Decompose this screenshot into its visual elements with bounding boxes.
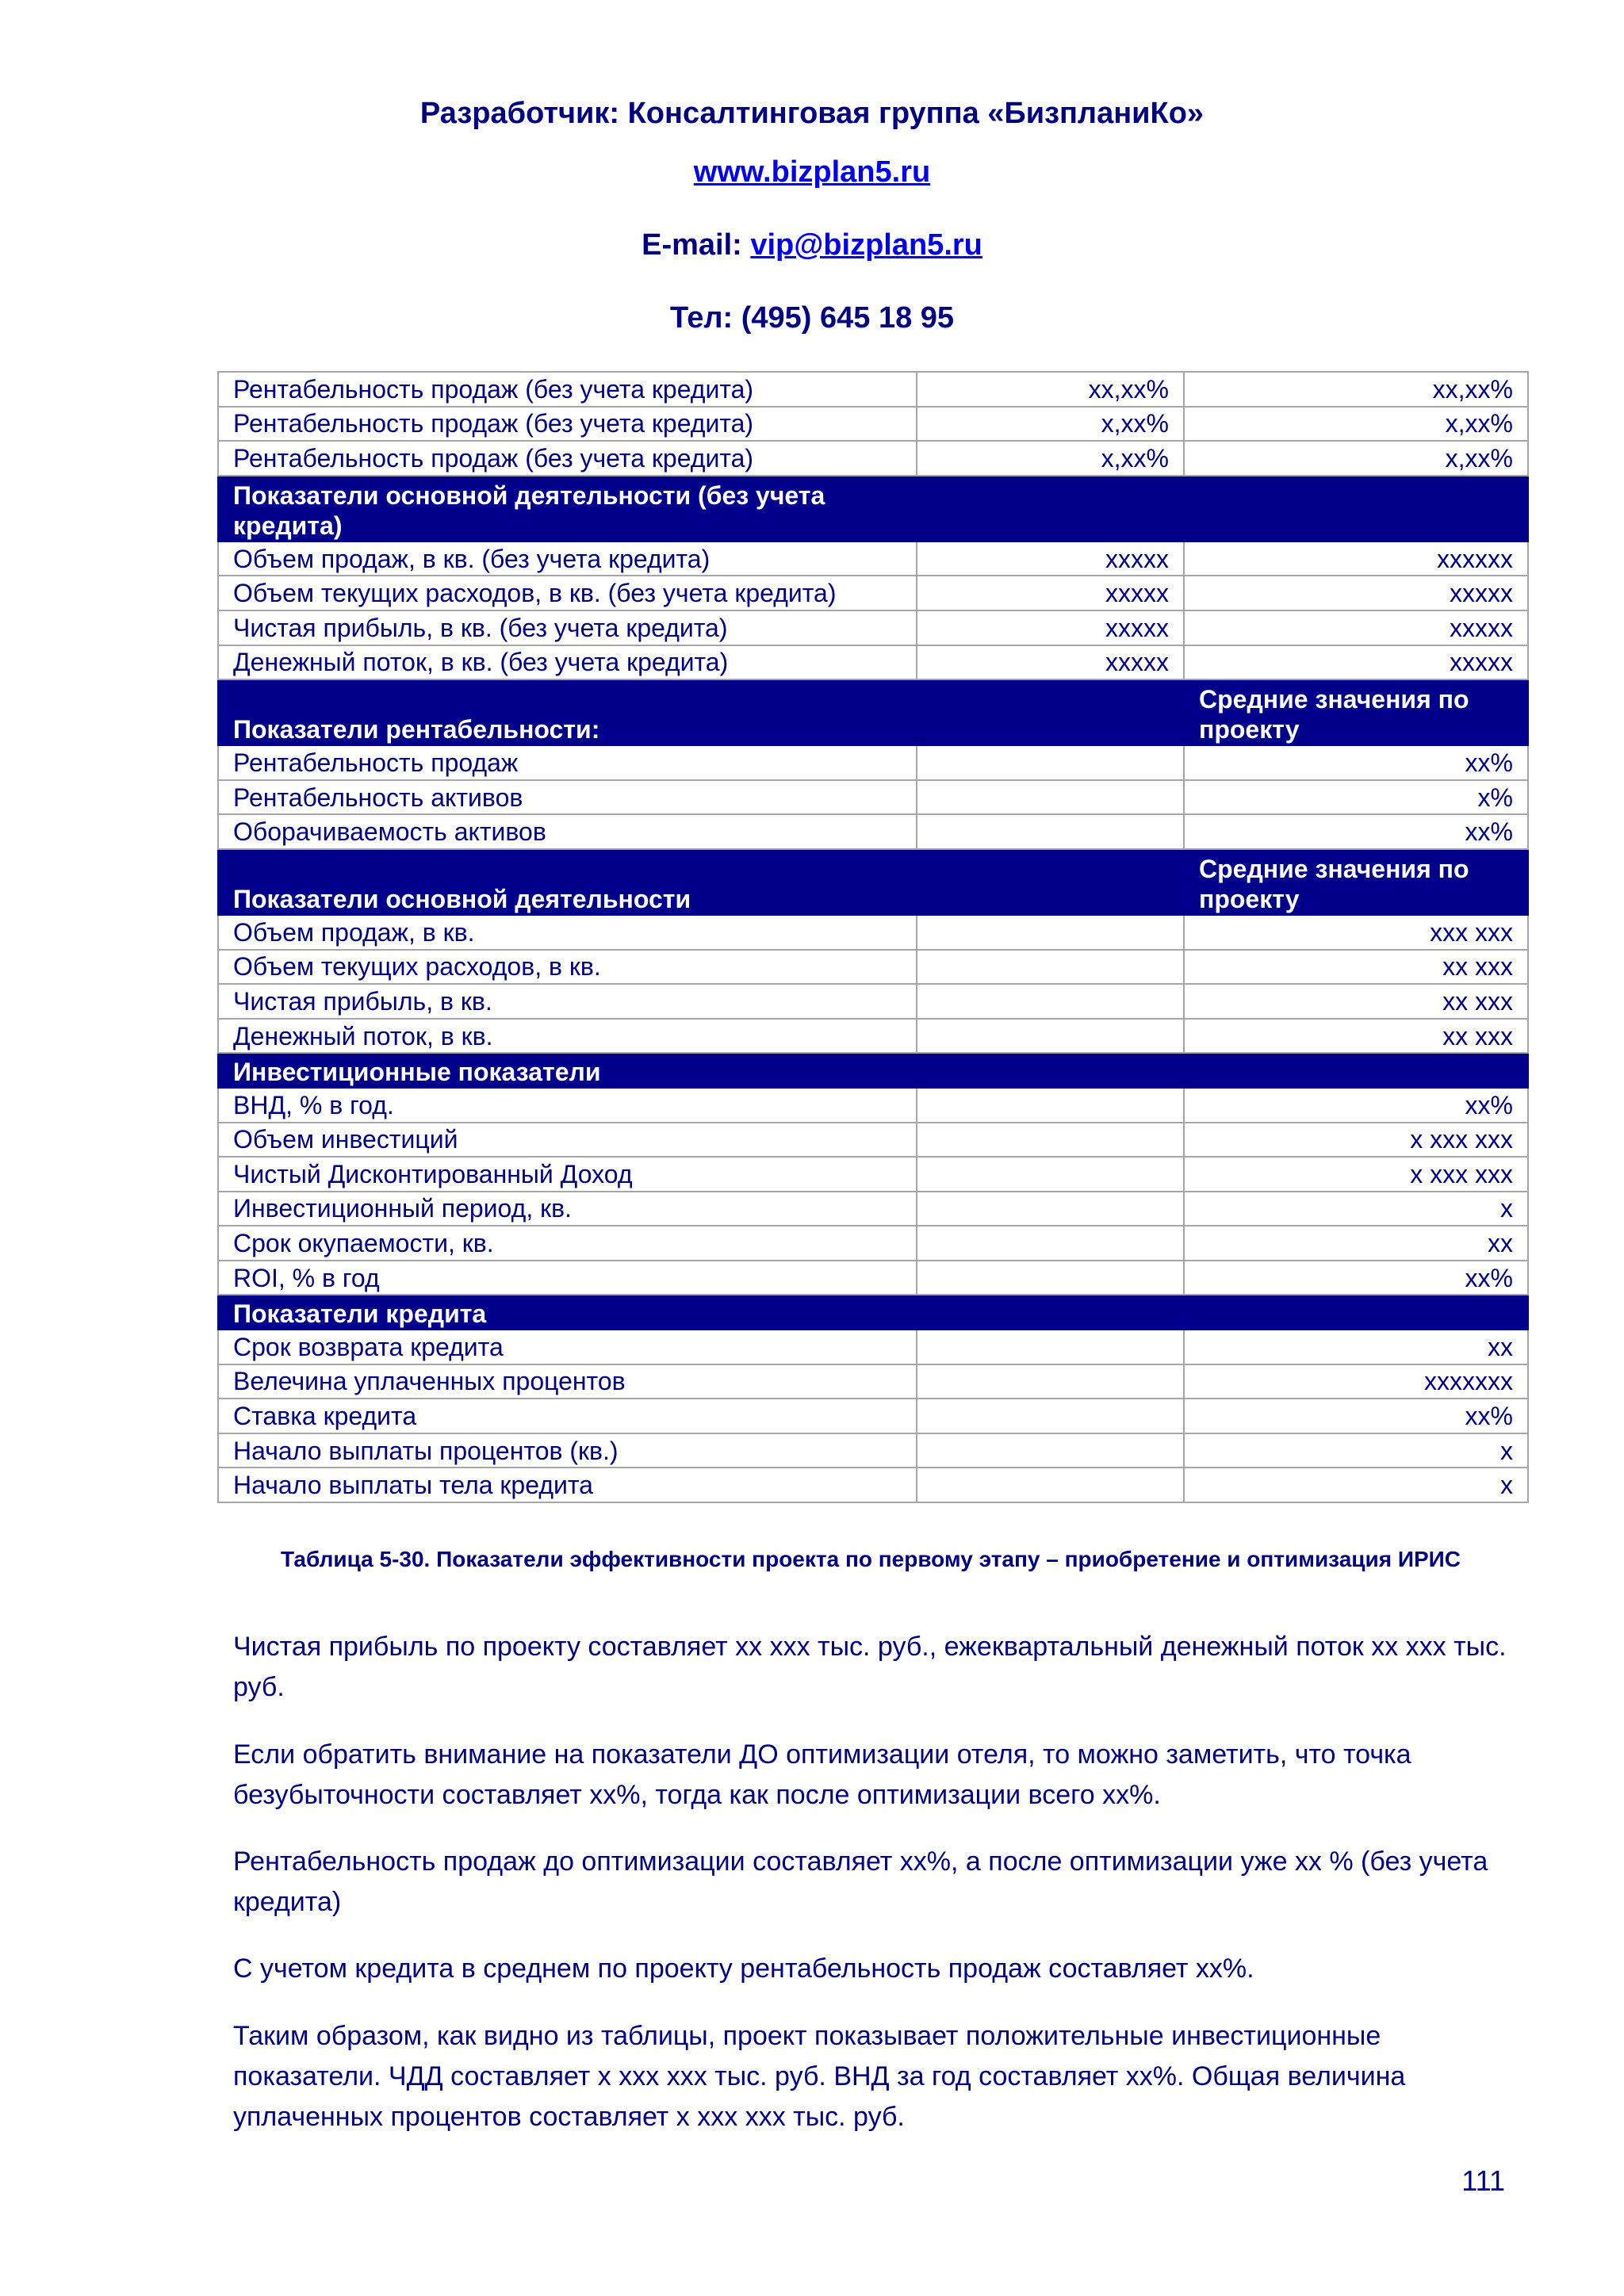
table-row [218, 915, 1528, 950]
row-label: Показатели рентабельности: [218, 679, 917, 745]
row-value-project: ххххххх [1184, 1364, 1528, 1399]
email-line [0, 228, 1624, 262]
row-value-project: х,хх% [1184, 441, 1528, 476]
row-value-project: хх% [1184, 1088, 1528, 1123]
row-value-project: Средние значения по проекту [1184, 849, 1528, 915]
row-label: Денежный поток, в кв. [218, 1019, 917, 1054]
row-label: Срок окупаемости, кв. [218, 1226, 917, 1261]
row-value-stage [917, 1468, 1184, 1502]
table-section-header [218, 1295, 1528, 1330]
row-value-stage: ххххх [917, 610, 1184, 645]
table-row [218, 1157, 1528, 1192]
table-row [218, 1226, 1528, 1261]
row-value-stage [917, 1399, 1184, 1433]
row-label: Показатели кредита [218, 1295, 917, 1330]
row-value-stage [917, 1433, 1184, 1468]
row-value-stage [917, 476, 1184, 541]
row-label: Срок возврата кредита [218, 1330, 917, 1364]
row-value-stage: хх,хх% [917, 372, 1184, 407]
table-section-header [218, 1053, 1528, 1088]
page-number: 111 [1461, 2164, 1505, 2197]
row-label: Рентабельность активов [218, 780, 917, 815]
website-line [0, 155, 1624, 189]
row-label: Чистая прибыль, в кв. (без учета кредита) [218, 610, 917, 645]
efficiency-table [217, 371, 1529, 1503]
table-row [218, 984, 1528, 1019]
row-label: Велечина уплаченных процентов [218, 1364, 917, 1399]
row-label: ROI, % в год [218, 1261, 917, 1295]
row-value-project: ххххх [1184, 610, 1528, 645]
row-label: Ставка кредита [218, 1399, 917, 1433]
row-value-project: х% [1184, 780, 1528, 815]
table-row [218, 645, 1528, 680]
row-value-stage [917, 849, 1184, 915]
row-label: Оборачиваемость активов [218, 814, 917, 849]
table-row [218, 1123, 1528, 1158]
paragraph-break-even: Если обратить внимание на показатели ДО оптимизации отеля, то можно заметить, что точка безубыточности составляет хх%, тогда как после оптимизации всего хх%. [233, 1739, 1411, 1810]
row-value-stage [917, 1088, 1184, 1123]
table-row [218, 1330, 1528, 1364]
row-value-stage [917, 780, 1184, 815]
row-value-stage: х,хх% [917, 441, 1184, 476]
table-row [218, 1468, 1528, 1502]
row-value-project: хх,хх% [1184, 372, 1528, 407]
table-row [218, 372, 1528, 407]
row-label: Объем продаж, в кв. (без учета кредита) [218, 541, 917, 576]
row-value-project: хх% [1184, 1261, 1528, 1295]
row-value-project: ххххх [1184, 576, 1528, 610]
row-value-stage [917, 1019, 1184, 1054]
row-value-stage [917, 814, 1184, 849]
row-value-project: хх [1184, 1330, 1528, 1364]
row-label: Инвестиционный период, кв. [218, 1192, 917, 1226]
developer-heading: Разработчик: Консалтинговая группа «БизпланиКо» [419, 97, 1205, 130]
row-label: Денежный поток, в кв. (без учета кредита) [218, 645, 917, 680]
table-caption: Таблица 5-30. Показатели эффективности проекта по первому этапу – приобретение и оптимизация ИРИС [281, 1547, 1461, 1571]
row-label: Объем текущих расходов, в кв. (без учета кредита) [218, 576, 917, 610]
row-value-project [1184, 476, 1528, 541]
table-row [218, 1088, 1528, 1123]
table-row [218, 1364, 1528, 1399]
row-value-project: хх [1184, 1226, 1528, 1261]
table-row [218, 1433, 1528, 1468]
row-label: Рентабельность продаж (без учета кредита) [218, 372, 917, 407]
efficiency-table-body [218, 372, 1528, 1502]
table-row [218, 950, 1528, 985]
row-value-stage [917, 1192, 1184, 1226]
table-section-header [218, 679, 1528, 745]
row-value-stage [917, 950, 1184, 985]
row-label: Чистый Дисконтированный Доход [218, 1157, 917, 1192]
row-value-project: Средние значения по проекту [1184, 679, 1528, 745]
row-value-project: хх ххх [1184, 1019, 1528, 1054]
row-label: Показатели основной деятельности [218, 849, 917, 915]
row-value-stage [917, 1295, 1184, 1330]
row-value-project: ххххх [1184, 645, 1528, 680]
table-row [218, 745, 1528, 780]
row-value-project: хххххх [1184, 541, 1528, 576]
row-label: Рентабельность продаж (без учета кредита) [218, 407, 917, 442]
paragraph-conclusion: Таким образом, как видно из таблицы, проект показывает положительные инвестиционные показатели. ЧДД составляет х ххх ххх тыс. руб. ВНД за год составляет хх%. Общая величина уплаченных процентов составляет х ххх ххх тыс. руб. [233, 2021, 1406, 2132]
row-value-project: х ххх ххх [1184, 1123, 1528, 1158]
table-row [218, 1261, 1528, 1295]
row-value-project: ххх ххх [1184, 915, 1528, 950]
row-label: Начало выплаты тела кредита [218, 1468, 917, 1502]
row-value-stage: х,хх% [917, 407, 1184, 442]
row-value-stage [917, 679, 1184, 745]
row-label: Рентабельность продаж (без учета кредита) [218, 441, 917, 476]
row-value-project: хх ххх [1184, 984, 1528, 1019]
row-value-stage [917, 1261, 1184, 1295]
row-value-project: х [1184, 1468, 1528, 1502]
row-label: Начало выплаты процентов (кв.) [218, 1433, 917, 1468]
row-value-project [1184, 1053, 1528, 1088]
row-value-project: хх% [1184, 1399, 1528, 1433]
table-row [218, 610, 1528, 645]
row-value-project [1184, 1295, 1528, 1330]
row-value-stage [917, 1330, 1184, 1364]
row-label: Чистая прибыль, в кв. [218, 984, 917, 1019]
paragraph-sales-profitability: Рентабельность продаж до оптимизации составляет хх%, а после оптимизации уже хх % (без учета кредита) [233, 1846, 1488, 1917]
email-link[interactable]: vip@bizplan5.ru [750, 228, 982, 262]
email-label: E-mail: [642, 228, 751, 262]
row-label: ВНД, % в год. [218, 1088, 917, 1123]
row-value-stage [917, 1157, 1184, 1192]
row-value-project: х [1184, 1433, 1528, 1468]
row-value-stage: ххххх [917, 645, 1184, 680]
row-label: Объем продаж, в кв. [218, 915, 917, 950]
row-value-stage [917, 1053, 1184, 1088]
table-section-header [218, 476, 1528, 541]
row-value-stage [917, 1226, 1184, 1261]
row-label: Инвестиционные показатели [218, 1053, 917, 1088]
website-link[interactable]: www.bizplan5.ru [693, 155, 931, 189]
row-value-project: х,хх% [1184, 407, 1528, 442]
row-value-project: хх ххх [1184, 950, 1528, 985]
row-value-project: х [1184, 1192, 1528, 1226]
row-value-stage [917, 915, 1184, 950]
table-row [218, 814, 1528, 849]
row-value-stage: ххххх [917, 541, 1184, 576]
table-row [218, 441, 1528, 476]
table-row [218, 780, 1528, 815]
table-row [218, 1399, 1528, 1433]
row-label: Объем текущих расходов, в кв. [218, 950, 917, 985]
row-label: Объем инвестиций [218, 1123, 917, 1158]
table-row [218, 576, 1528, 610]
row-label: Рентабельность продаж [218, 745, 917, 780]
row-label: Показатели основной деятельности (без учета кредита) [218, 476, 917, 541]
row-value-project: хх% [1184, 814, 1528, 849]
table-row [218, 407, 1528, 442]
table-row [218, 541, 1528, 576]
row-value-stage [917, 1364, 1184, 1399]
phone-line: Тел: (495) 645 18 95 [669, 301, 955, 335]
row-value-project: х ххх ххх [1184, 1157, 1528, 1192]
paragraph-net-profit: Чистая прибыль по проекту составляет хх ххх тыс. руб., ежеквартальный денежный поток хх ххх тыс. руб. [233, 1632, 1507, 1702]
row-value-stage [917, 745, 1184, 780]
table-row [218, 1192, 1528, 1226]
row-value-stage [917, 1123, 1184, 1158]
row-value-stage [917, 984, 1184, 1019]
row-value-project: хх% [1184, 745, 1528, 780]
paragraph-credit-profitability: С учетом кредита в среднем по проекту рентабельность продаж составляет хх%. [233, 1954, 1254, 1984]
table-row [218, 1019, 1528, 1054]
row-value-stage: ххххх [917, 576, 1184, 610]
table-section-header [218, 849, 1528, 915]
